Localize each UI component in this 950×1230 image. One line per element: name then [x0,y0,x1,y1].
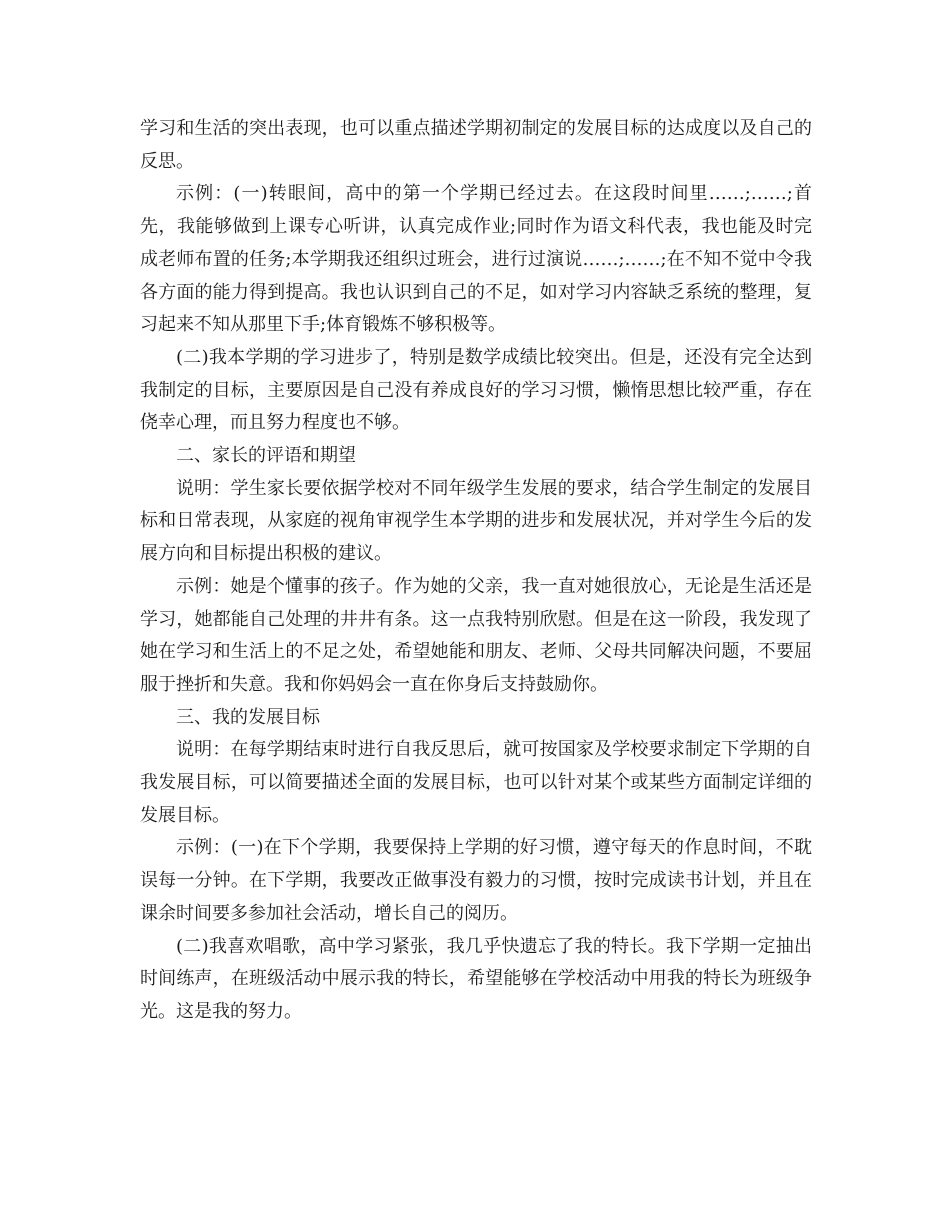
paragraph-explanation-parent: 说明：学生家长要依据学校对不同年级学生发展的要求，结合学生制定的发展目标和日常表现，从家庭的视角审视学生本学期的进步和发展状况，并对学生今后的发展方向和目标提出积极的建议。 [140,477,812,565]
paragraph-explanation-goals: 说明：在每学期结束时进行自我反思后，就可按国家及学校要求制定下学期的自我发展目标，可以简要描述全面的发展目标，也可以针对某个或某些方面制定详细的发展目标。 [140,739,812,826]
paragraph-example-goals-1: 示例：(一)在下个学期，我要保持上学期的好习惯，遵守每天的作息时间，不耽误每一分钟。在下学期，我要改正做事没有毅力的习惯，按时完成读书计划，并且在课余时间要多参加社会活动，增长自己的阅历。 [140,837,812,924]
section-heading-development-goals: 三、我的发展目标 [176,706,320,728]
paragraph-example-goals-2: (二)我喜欢唱歌，高中学习紧张，我几乎快遗忘了我的特长。我下学期一定抽出时间练声，在班级活动中展示我的特长，希望能够在学校活动中用我的特长为班级争光。这是我的努力。 [140,935,812,1022]
paragraph-example-parent: 示例：她是个懂事的孩子。作为她的父亲，我一直对她很放心，无论是生活还是学习，她都能自己处理的井井有条。这一点我特别欣慰。但是在这一阶段，我发现了她在学习和生活上的不足之处，希望她能和朋友、老师、父母共同解决问题，不要屈服于挫折和失意。我和你妈妈会一直在你身后支持鼓励你。 [140,575,812,695]
paragraph-example-1: 示例：(一)转眼间，高中的第一个学期已经过去。在这段时间里……;……;首先，我能够做到上课专心听讲，认真完成作业;同时作为语文科代表，我也能及时完成老师布置的任务;本学期我还组织过班会，进行过演说……;……;在不知不觉中令我各方面的能力得到提高。我也认识到自己的不足，如对学习内容缺乏系统的整理，复习起来不知从那里下手;体育锻炼不够积极等。 [140,183,812,336]
section-heading-parent-comments: 二、家长的评语和期望 [176,445,356,467]
paragraph-continuation: 学习和生活的突出表现，也可以重点描述学期初制定的发展目标的达成度以及自己的反思。 [140,118,812,172]
paragraph-example-2: (二)我本学期的学习进步了，特别是数学成绩比较突出。但是，还没有完全达到我制定的目标，主要原因是自己没有养成良好的学习习惯，懒惰思想比较严重，存在侥幸心理，而且努力程度也不够。 [140,346,812,434]
document-body [140,113,812,1029]
